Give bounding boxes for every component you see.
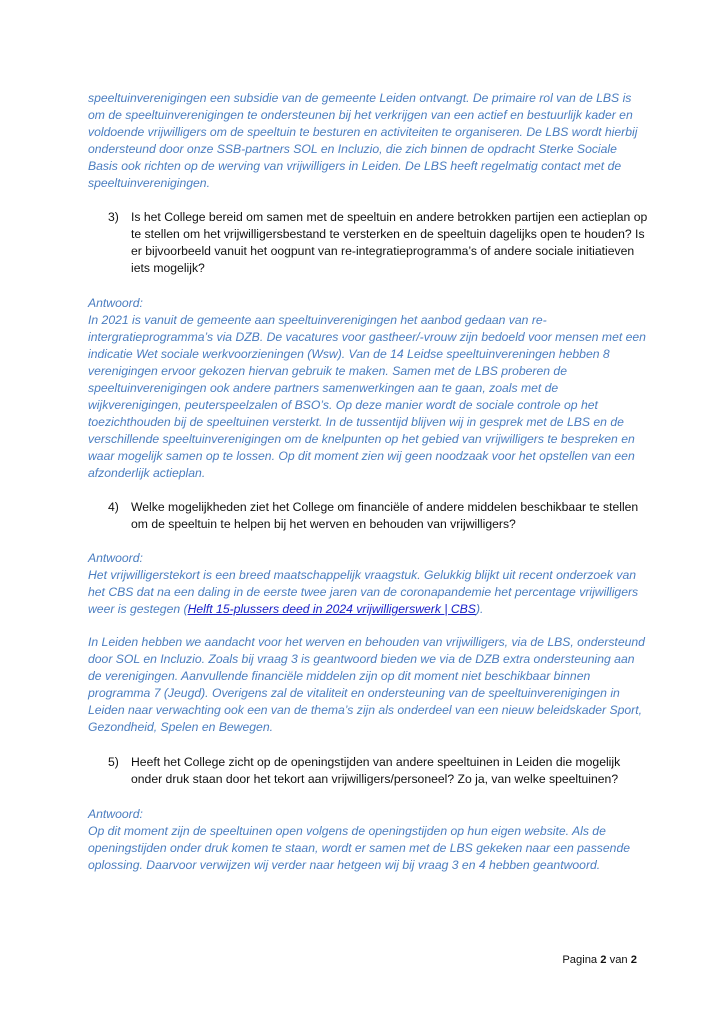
page-footer [562,954,637,966]
answer-4-para2-block [88,634,648,736]
answer-4-label: Antwoord: [88,551,143,565]
answer-4-text-part1: Het vrijwilligerstekort is een breed maatschappelijk vraagstuk. Gelukkig blijkt uit recent onderzoek van het CBS dat na een daling in de eerste twee jaren van de coronapandemie het percentage vrijwilligers weer is gestegen ( [88,568,639,616]
footer-middle: van [609,954,628,966]
question-4-number: 4) [108,500,119,514]
answer-4-block [88,550,648,618]
answer-5-block [88,806,648,874]
answer-3-block [88,295,648,482]
question-5-text: Heeft het College zicht op de openingstijden van andere speeltuinen in Leiden die mogelijk onder druk staan door het tekort aan vrijwilligers/personeel? Zo ja, van welke speeltuinen? [131,755,621,786]
answer-5-label: Antwoord: [88,807,143,821]
answer-4-text-part2: ). [475,602,484,616]
answer-5-text: Op dit moment zijn de speeltuinen open volgens de openingstijden op hun eigen website. Als de openingstijden onder druk komen te staan, wordt er samen met de LBS gekeken naar een passende oplossing. Daarvoor verwijzen wij verder naar hetgeen wij bij vraag 3 en 4 hebben geantwoord. [88,824,631,872]
question-4 [88,499,648,533]
footer-prefix: Pagina [562,954,598,966]
answer-4-para2-text: In Leiden hebben we aandacht voor het werven en behouden van vrijwilligers, via de LBS, ondersteund door SOL en Incluzio. Zoals bij vraag 3 is geantwoord bieden we via de DZB extra ondersteuning aan de verenigingen. Aanvullende financiële middelen zijn op dit moment niet beschikbaar binnen programma 7 (Jeugd). Overigens zal de vitaliteit en ondersteuning van de speeltuinverenigingen in Leiden naar verwachting ook een van de thema’s zijn als onderdeel van een nieuw beleidskader Sport, Gezondheid, Spelen en Bewegen. [88,635,645,734]
question-3-text: Is het College bereid om samen met de speeltuin en andere betrokken partijen een actieplan op te stellen om het vrijwilligersbestand te versterken en de speeltuin dagelijks open te houden? Is er bijvoorbeeld vanuit het oogpunt van re-integratieprogramma’s of andere sociale initiatieven iets mogelijk? [131,210,648,275]
answer-3-text: In 2021 is vanuit de gemeente aan speeltuinverenigingen het aanbod gedaan van re-intergratieprogramma’s via DZB. De vacatures voor gastheer/-vrouw zijn bedoeld voor mensen met een indicatie Wet sociale werkvoorzieningen (Wsw). Van de 14 Leidse speeltuinvereningen hebben 8 verenigingen ervoor gekozen hiervan gebruik te maken. Samen met de LBS proberen de speeltuinverenigingen ook andere partners samenwerkingen aan te gaan, zoals met de wijkverenigingen, peuterspeelzalen of BSO’s. Op deze manier wordt de sociale controle op het toezichthouden bij de speeltuinen versterkt. In de tussentijd blijven wij in gesprek met de LBS en de verschillende speeltuinverenigingen om de knelpunten op het gebied van vrijwilligers te bespreken en waar mogelijk samen op te lossen. Op dit moment zien wij geen noodzaak voor het opstellen van een afzonderlijk actieplan. [88,313,646,480]
question-4-text: Welke mogelijkheden ziet het College om financiële of andere middelen beschikbaar te stellen om de speeltuin te helpen bij het werven en behouden van vrijwilligers? [131,500,639,531]
footer-current-page: 2 [600,954,607,966]
question-3-number: 3) [108,210,119,224]
question-3 [88,209,648,277]
answer-3-label: Antwoord: [88,296,143,310]
answer-4-text [88,567,648,618]
intro-answer-text: speeltuinverenigingen een subsidie van de gemeente Leiden ontvangt. De primaire rol van de LBS is om de speeltuinverenigingen te ondersteunen bij het verkrijgen van een actief en bestuurlijk kader en voldoende vrijwilligers om de speeltuin te besturen en activiteiten te organiseren. De LBS wordt hierbij ondersteund door onze SSB-partners SOL en Incluzio, die zich binnen de opdracht Sterke Sociale Basis ook richten op de werving van vrijwilligers in Leiden. De LBS heeft regelmatig contact met de speeltuinverenigingen. [88,91,638,190]
cbs-link[interactable]: Helft 15-plussers deed in 2024 vrijwilligerswerk | CBS [187,602,476,616]
question-5 [88,754,648,788]
question-5-number: 5) [108,755,119,769]
intro-answer-block [88,90,648,192]
footer-total-pages: 2 [630,954,637,966]
